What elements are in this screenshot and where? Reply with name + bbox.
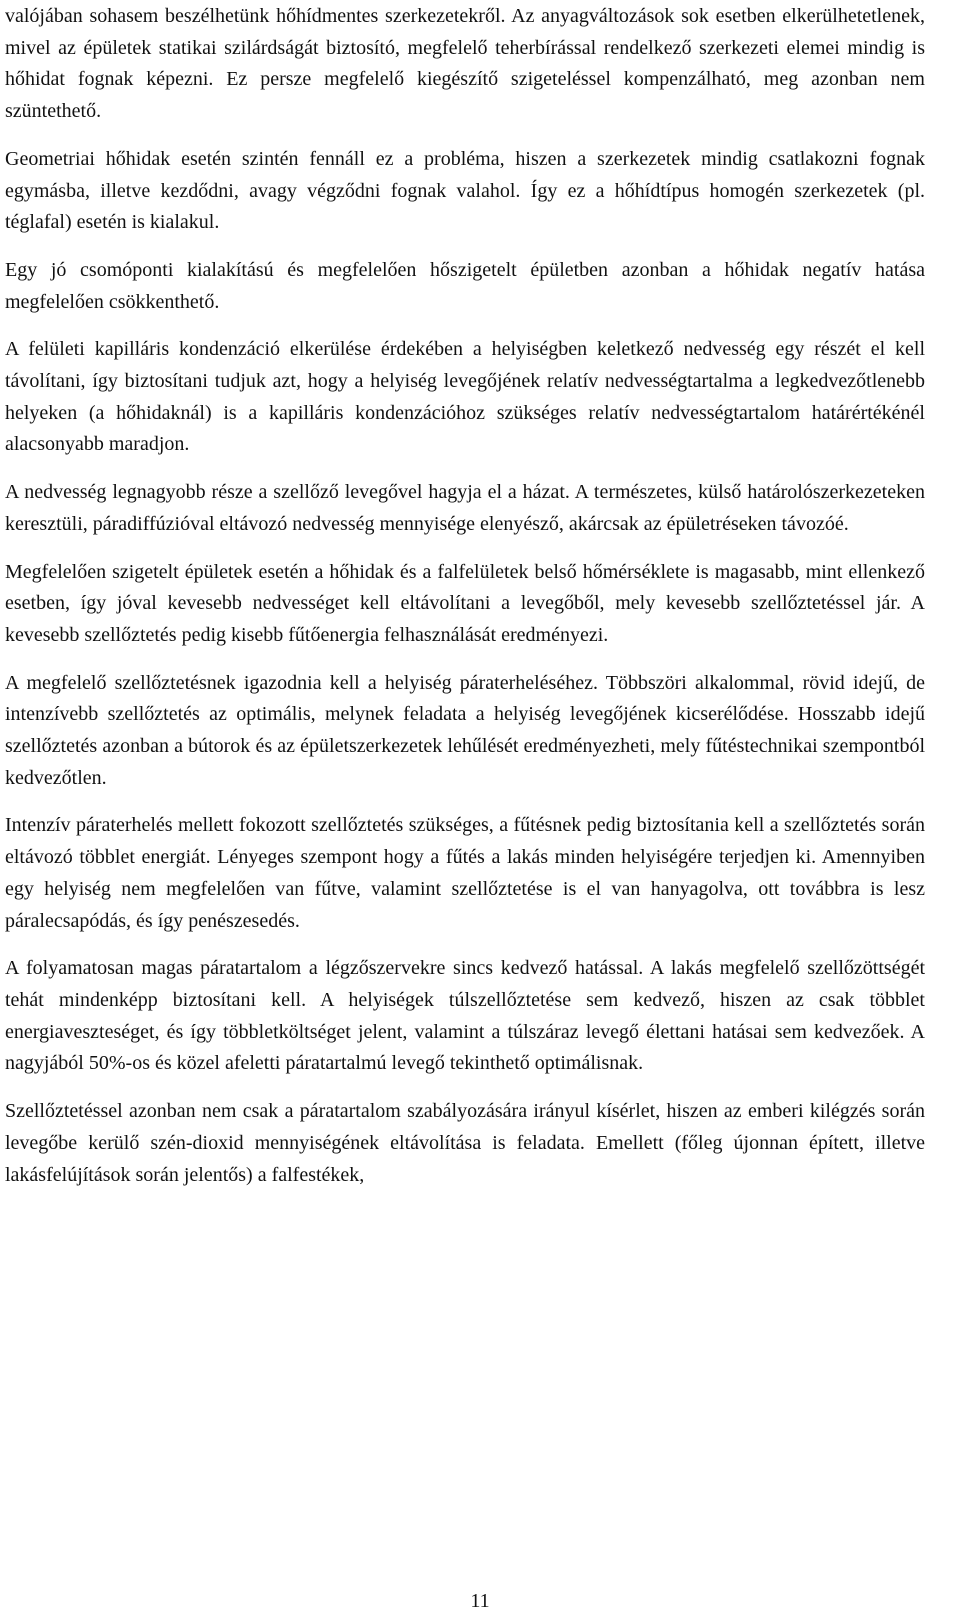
body-text [5,1,925,1207]
paragraph: valójában sohasem beszélhetünk hőhídmentes szerkezetekről. Az anyagváltozások sok esetben elkerülhetetlenek, mivel az épületek statikai szilárdságát biztosító, megfelelő teherbírással rendelkező szerkezeti elemei mindig is hőhidat fognak képezni. Ez persze megfelelő kiegészítő szigeteléssel kompenzálható, meg azonban nem szüntethető. [5,5,925,123]
paragraph: A felületi kapilláris kondenzáció elkerülése érdekében a helyiségben keletkező nedvesség egy részét el kell távolítani, így biztosítani tudjuk azt, hogy a helyiség levegőjének relatív nedvességtartalma a legkedvezőtlenebb helyeken (a hőhidaknál) is a kapilláris kondenzációhoz szükséges relatív nedvességtartalom határértékénél alacsonyabb maradjon. [5,338,925,456]
paragraph: Szellőztetéssel azonban nem csak a páratartalom szabályozására irányul kísérlet, hiszen az emberi kilégzés során levegőbe kerülő szén-dioxid mennyiségének eltávolítása is feladata. Emellett (főleg újonnan épített, illetve lakásfelújítások során jelentős) a falfestékek, [5,1100,925,1186]
paragraph: Egy jó csomóponti kialakítású és megfelelően hőszigetelt épületben azonban a hőhidak negatív hatása megfelelően csökkenthető. [5,258,925,313]
paragraph: A megfelelő szellőztetésnek igazodnia kell a helyiség páraterheléséhez. Többszöri alkalommal, rövid idejű, de intenzívebb szellőztetés az optimális, melynek feladata a helyiség levegőjének kicserélődése. Hosszabb idejű szellőztetés azonban a bútorok és az épületszerkezetek lehűlését eredményezheti, mely fűtéstechnikai szempontból kedvezőtlen. [5,671,925,789]
paragraph: A nedvesség legnagyobb része a szellőző levegővel hagyja el a házat. A természetes, külső határolószerkezeteken keresztüli, páradiffúzióval eltávozó nedvesség mennyisége elenyésző, akárcsak az épületréseken távozóé. [5,481,925,535]
page-number: 11 [470,1590,490,1612]
paragraph: Geometriai hőhidak esetén szintén fennáll ez a probléma, hiszen a szerkezetek mindig csatlakozni fognak egymásba, illetve kezdődni, avagy végződni fognak valahol. Így ez a hőhídtípus homogén szerkezetek (pl. téglafal) esetén is kialakul. [5,147,925,234]
paragraph: A folyamatosan magas páratartalom a légzőszervekre sincs kedvező hatással. A lakás megfelelő szellőzöttségét tehát mindenképp biztosítani kell. A helyiségek túlszellőztetése sem kedvező, hiszen az csak többlet energiaveszteséget, és így többletköltséget jelent, valamint a túlszáraz levegő élettani hatásai sem kedvezőek. A nagyjából 50%-os és közel afeletti páratartalmú levegő tekinthető optimálisnak. [5,957,925,1075]
paragraph: Megfelelően szigetelt épületek esetén a hőhidak és a falfelületek belső hőmérséklete is magasabb, mint ellenkező esetben, így jóval kevesebb nedvességet kell eltávolítani a levegőből, mely kevesebb szellőztetéssel jár. A kevesebb szellőztetés pedig kisebb fűtőenergia felhasználását eredményezi. [5,560,925,646]
paragraph: Intenzív páraterhelés mellett fokozott szellőztetés szükséges, a fűtésnek pedig biztosítania kell a szellőztetés során eltávozó többlet energiát. Lényeges szempont hogy a fűtés a lakás minden helyiségére terjedjen ki. Amennyiben egy helyiség nem megfelelően van fűtve, valamint szellőztetése is el van hanyagolva, ott továbbra is lesz páralecsapódás, és így penészesedés. [5,814,925,932]
